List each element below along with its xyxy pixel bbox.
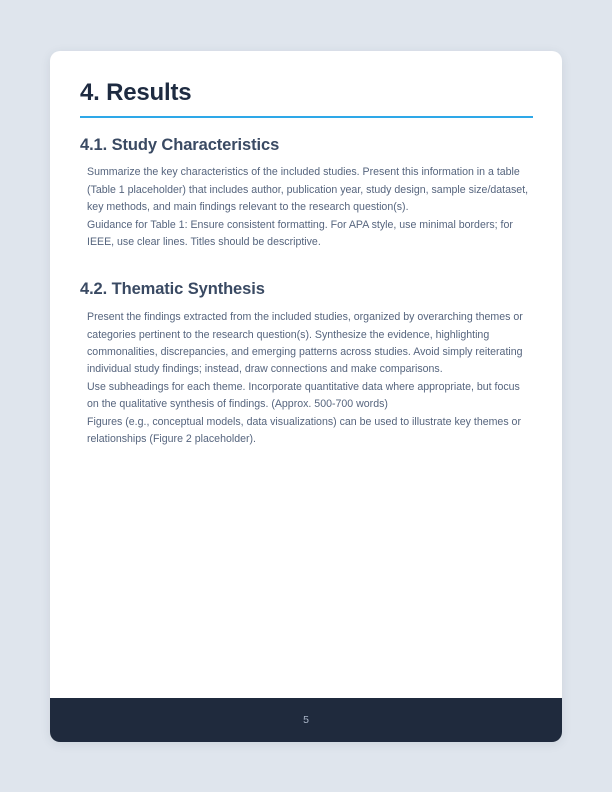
- paragraph: Use subheadings for each theme. Incorporate quantitative data where appropriate, but focus on the qualitative synthesis of findings. (Approx. 500-700 words): [87, 380, 520, 411]
- page-footer: [50, 698, 562, 742]
- title-accent-rule: [80, 116, 533, 118]
- page-title: 4. Results: [80, 79, 192, 106]
- paragraph: Guidance for Table 1: Ensure consistent formatting. For APA style, use minimal borders; for IEEE, use clear lines. Titles should be descriptive.: [87, 218, 513, 249]
- document-page-card: [50, 51, 562, 742]
- paragraph: Present the findings extracted from the included studies, organized by overarching themes or categories pertinent to the research question(s). Synthesize the evidence, highlighting commonalities, discrepancies, and emerging patterns across studies. Avoid simply reiterating individual study findings; instead, draw connections and make comparisons.: [87, 311, 523, 376]
- subsection-heading-4-2: 4.2. Thematic Synthesis: [80, 280, 265, 299]
- page-number: 5: [303, 713, 309, 726]
- paragraph: Figures (e.g., conceptual models, data visualizations) can be used to illustrate key themes or relationships (Figure 2 placeholder).: [87, 415, 521, 446]
- paragraph: Summarize the key characteristics of the included studies. Present this information in a table (Table 1 placeholder) that includes author, publication year, study design, sample size/dataset, key methods, and main findings relevant to the research question(s).: [87, 166, 529, 214]
- document-content-area: [50, 51, 562, 698]
- subsection-heading-4-1: 4.1. Study Characteristics: [80, 135, 280, 154]
